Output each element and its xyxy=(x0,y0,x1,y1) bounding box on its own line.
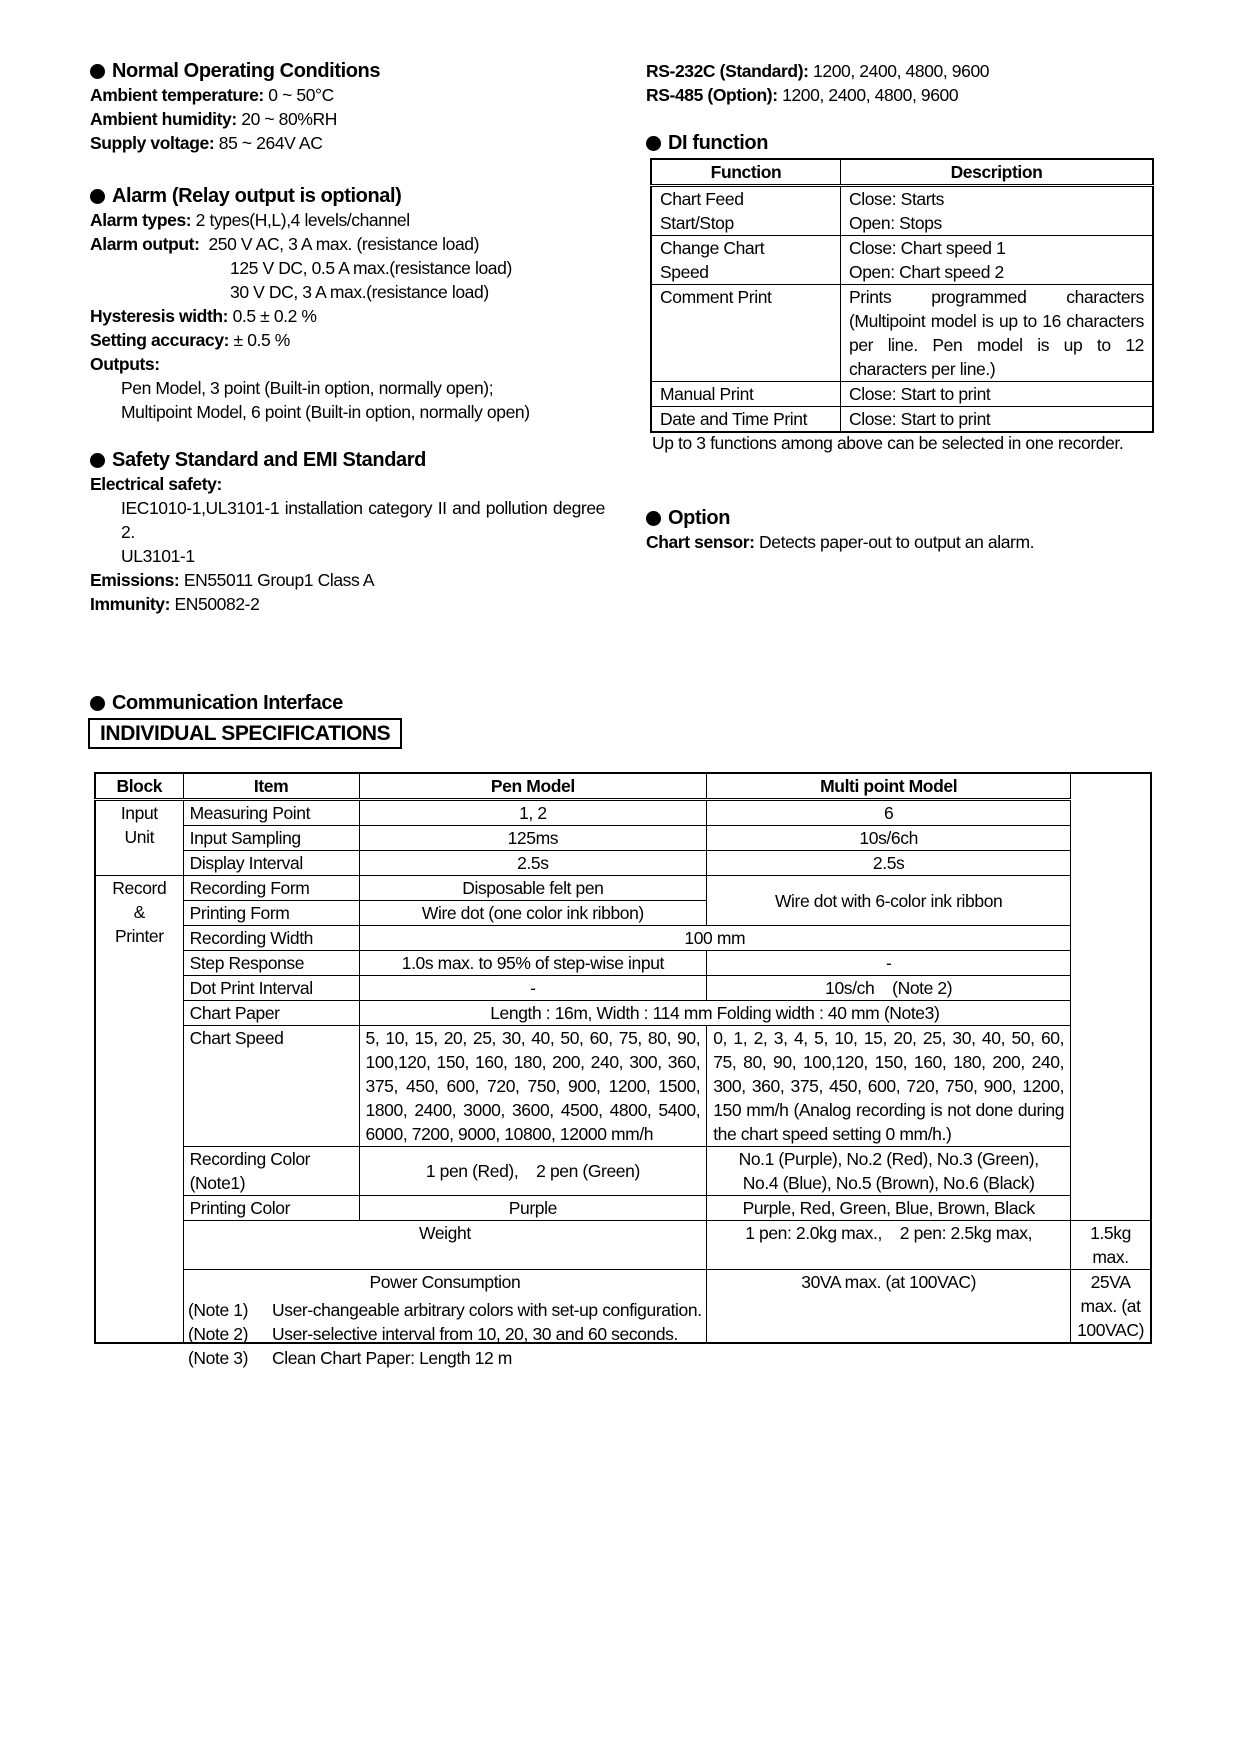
bullet-icon xyxy=(90,696,105,711)
normal-conditions-section: Normal Operating Conditions Ambient temperature: 0 ~ 50°C Ambient humidity: 20 ~ 80%RH Supply voltage: 85 ~ 264V AC xyxy=(90,60,381,153)
table-row: Manual Print Close: Start to print xyxy=(651,382,1153,407)
table-row: Recording Color (Note1) 1 pen (Red), 2 pen (Green) No.1 (Purple), No.2 (Red), No.3 (Green), No.4 (Blue), No.5 (Brown), No.6 (Black) xyxy=(95,1147,1151,1196)
section-heading: Alarm (Relay output is optional) xyxy=(90,184,605,208)
option-section: Option Chart sensor: Detects paper-out to output an alarm. xyxy=(646,507,1035,552)
table-row: Chart Feed Start/Stop Close: Starts Open: Stops xyxy=(651,186,1153,236)
di-heading: DI function xyxy=(646,131,768,155)
safety-section: Safety Standard and EMI Standard Electrical safety: IEC1010-1,UL3101-1 installation category II and pollution degree 2. UL3101-1 Emissions: EN55011 Group1 Class A Immunity: EN50082-2 xyxy=(90,449,605,614)
table-row: Weight 1 pen: 2.0kg max., 2 pen: 2.5kg max, 1.5kg max. xyxy=(95,1221,1151,1270)
footnote: (Note 1) User-changeable arbitrary colors with set-up configuration. xyxy=(188,1300,702,1320)
table-row: Input Unit Measuring Point 1, 2 6 xyxy=(95,800,1151,826)
bullet-icon xyxy=(646,511,661,526)
individual-specs-table xyxy=(94,772,1152,1344)
comm-rates: RS-232C (Standard): 1200, 2400, 4800, 9600 RS-485 (Option): 1200, 2400, 4800, 9600 xyxy=(646,61,990,105)
footnotes xyxy=(188,1298,702,1370)
table-row: Chart Paper Length : 16m, Width : 114 mm Folding width : 40 mm (Note3) xyxy=(95,1001,1151,1026)
table-row: Change Chart Speed Close: Chart speed 1 Open: Chart speed 2 xyxy=(651,236,1153,285)
table-row: Display Interval 2.5s 2.5s xyxy=(95,851,1151,876)
table-row: Power Consumption 30VA max. (at 100VAC) 25VA max. (at 100VAC) xyxy=(95,1270,1151,1344)
bullet-icon xyxy=(90,64,105,79)
table-row: Printing Color Purple Purple, Red, Green, Blue, Brown, Black xyxy=(95,1196,1151,1221)
table-row: Chart Speed 5, 10, 15, 20, 25, 30, 40, 50, 60, 75, 80, 90, 100,120, 150, 160, 180, 200, 240, 300, 360, 375, 450, 600, 720, 750, 900, 1200, 1500, 1800, 2400, 3000, 3600, 4500, 4800, 5400, 6000, 7200, 9000, 10800, 12000 mm/h 0, 1, 2, 3, 4, 5, 10, 15, 20, 25, 30, 40, 50, 60, 75, 80, 90, 100,120, 150, 160, 180, 200, 240, 300, 360, 375, 450, 600, 720, 750, 900, 1200, 150 mm/h (Analog recording is not done during the chart speed setting 0 mm/h.) xyxy=(95,1026,1151,1147)
table-row: Comment Print Prints programmed characters (Multipoint model is up to 16 characters per line. Pen model is up to 12 characters per line.) xyxy=(651,285,1153,382)
block-record-printer: Record & Printer xyxy=(95,876,183,1344)
individual-specs-title: INDIVIDUAL SPECIFICATIONS xyxy=(88,718,402,749)
bullet-icon xyxy=(90,189,105,204)
table-row: Input Sampling 125ms 10s/6ch xyxy=(95,826,1151,851)
section-heading: Safety Standard and EMI Standard xyxy=(90,448,605,472)
footnote: (Note 3) Clean Chart Paper: Length 12 m xyxy=(188,1348,512,1368)
table-row: Step Response 1.0s max. to 95% of step-wise input - xyxy=(95,951,1151,976)
table-row: Function Description xyxy=(651,159,1153,186)
table-row: Printing Form Wire dot (one color ink ribbon) xyxy=(95,901,1151,926)
table-row: Record & Printer Recording Form Disposable felt pen Wire dot with 6-color ink ribbon xyxy=(95,876,1151,901)
alarm-section: Alarm (Relay output is optional) Alarm types: 2 types(H,L),4 levels/channel Alarm output: 250 V AC, 3 A max. (resistance load) 125 V DC, 0.5 A max.(resistance load) 30 V DC, 3 A max.(resistance load) Hysteresis width: 0.5 ± 0.2 % Setting accuracy: ± 0.5 % Outputs: Pen Model, 3 point (Built-in option, normally open); Multipoint Model, 6 point (Built-in option, normally open) xyxy=(90,184,605,424)
footnote: (Note 2) User-selective interval from 10, 20, 30 and 60 seconds. xyxy=(188,1324,678,1344)
bullet-icon xyxy=(646,136,661,151)
section-heading: Normal Operating Conditions xyxy=(90,59,380,83)
di-note: Up to 3 functions among above can be selected in one recorder. xyxy=(652,433,1124,453)
table-row: Block Item Pen Model Multi point Model xyxy=(95,773,1151,800)
table-row: Dot Print Interval - 10s/ch (Note 2) xyxy=(95,976,1151,1001)
bullet-icon xyxy=(90,453,105,468)
table-row: Date and Time Print Close: Start to print xyxy=(651,407,1153,433)
di-function-table xyxy=(650,158,1154,433)
section-heading: Communication Interface xyxy=(90,691,343,715)
comm-section xyxy=(90,691,343,715)
block-input: Input Unit xyxy=(95,800,183,876)
table-row: Recording Width 100 mm xyxy=(95,926,1151,951)
